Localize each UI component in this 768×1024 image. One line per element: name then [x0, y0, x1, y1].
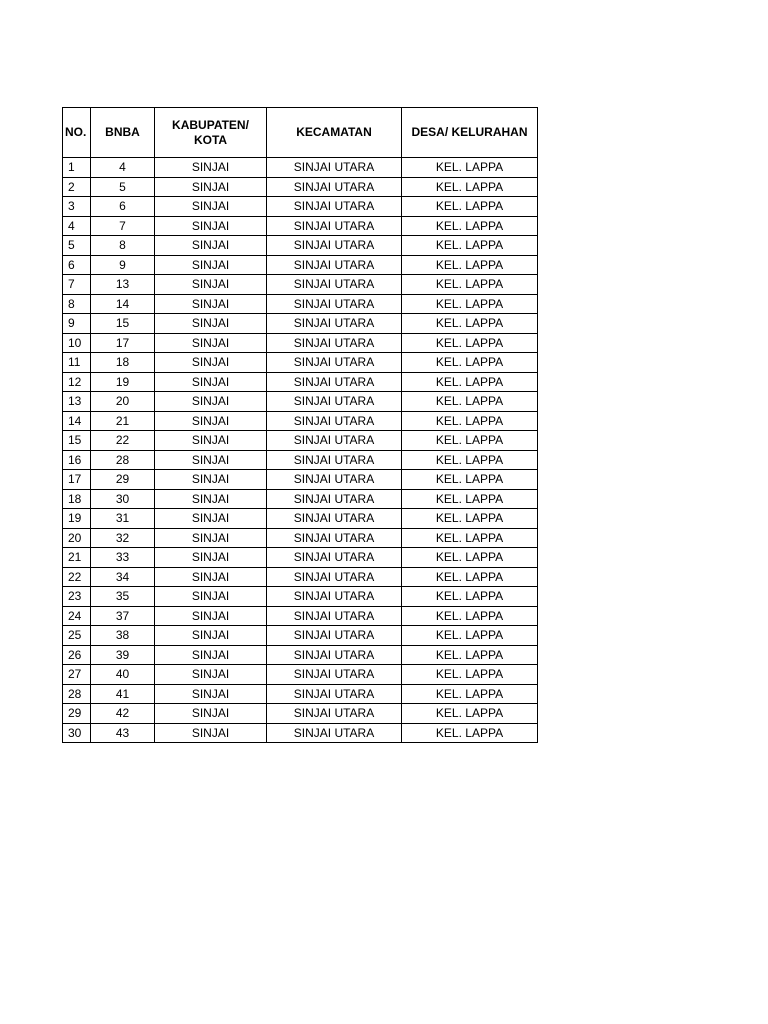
cell-no: 28: [63, 684, 91, 704]
cell-kabupaten: SINJAI: [155, 158, 267, 178]
cell-bnba: 40: [91, 665, 155, 685]
cell-kecamatan: SINJAI UTARA: [267, 392, 402, 412]
cell-kecamatan: SINJAI UTARA: [267, 587, 402, 607]
cell-kecamatan: SINJAI UTARA: [267, 333, 402, 353]
cell-no: 18: [63, 489, 91, 509]
cell-kecamatan: SINJAI UTARA: [267, 704, 402, 724]
table-row: [63, 665, 538, 685]
cell-no: 15: [63, 431, 91, 451]
cell-bnba: 9: [91, 255, 155, 275]
cell-bnba: 6: [91, 197, 155, 217]
cell-no: 24: [63, 606, 91, 626]
cell-bnba: 31: [91, 509, 155, 529]
cell-no: 7: [63, 275, 91, 295]
cell-kabupaten: SINJAI: [155, 470, 267, 490]
cell-no: 27: [63, 665, 91, 685]
table-row: [63, 294, 538, 314]
cell-kabupaten: SINJAI: [155, 704, 267, 724]
cell-kecamatan: SINJAI UTARA: [267, 294, 402, 314]
cell-no: 8: [63, 294, 91, 314]
cell-desa: KEL. LAPPA: [402, 353, 538, 373]
cell-desa: KEL. LAPPA: [402, 489, 538, 509]
cell-no: 22: [63, 567, 91, 587]
cell-kecamatan: SINJAI UTARA: [267, 528, 402, 548]
cell-kabupaten: SINJAI: [155, 333, 267, 353]
cell-desa: KEL. LAPPA: [402, 177, 538, 197]
cell-bnba: 38: [91, 626, 155, 646]
cell-bnba: 35: [91, 587, 155, 607]
table-row: [63, 450, 538, 470]
cell-kabupaten: SINJAI: [155, 392, 267, 412]
cell-kabupaten: SINJAI: [155, 431, 267, 451]
cell-bnba: 28: [91, 450, 155, 470]
cell-desa: KEL. LAPPA: [402, 548, 538, 568]
cell-bnba: 37: [91, 606, 155, 626]
cell-kecamatan: SINJAI UTARA: [267, 645, 402, 665]
cell-no: 10: [63, 333, 91, 353]
cell-kecamatan: SINJAI UTARA: [267, 470, 402, 490]
cell-no: 26: [63, 645, 91, 665]
cell-bnba: 22: [91, 431, 155, 451]
cell-bnba: 18: [91, 353, 155, 373]
table-row: [63, 723, 538, 743]
cell-bnba: 34: [91, 567, 155, 587]
cell-desa: KEL. LAPPA: [402, 255, 538, 275]
table-row: [63, 470, 538, 490]
cell-kecamatan: SINJAI UTARA: [267, 314, 402, 334]
table-row: [63, 255, 538, 275]
cell-no: 3: [63, 197, 91, 217]
cell-kabupaten: SINJAI: [155, 665, 267, 685]
cell-kabupaten: SINJAI: [155, 587, 267, 607]
cell-no: 23: [63, 587, 91, 607]
table-row: [63, 197, 538, 217]
cell-kabupaten: SINJAI: [155, 216, 267, 236]
cell-desa: KEL. LAPPA: [402, 567, 538, 587]
cell-desa: KEL. LAPPA: [402, 236, 538, 256]
column-header-kecamatan: KECAMATAN: [267, 108, 402, 158]
cell-kecamatan: SINJAI UTARA: [267, 177, 402, 197]
cell-no: 4: [63, 216, 91, 236]
cell-bnba: 5: [91, 177, 155, 197]
cell-bnba: 41: [91, 684, 155, 704]
cell-no: 13: [63, 392, 91, 412]
cell-desa: KEL. LAPPA: [402, 528, 538, 548]
cell-no: 17: [63, 470, 91, 490]
cell-kabupaten: SINJAI: [155, 275, 267, 295]
cell-no: 2: [63, 177, 91, 197]
cell-kecamatan: SINJAI UTARA: [267, 216, 402, 236]
cell-no: 21: [63, 548, 91, 568]
cell-bnba: 43: [91, 723, 155, 743]
cell-kecamatan: SINJAI UTARA: [267, 353, 402, 373]
table-row: [63, 489, 538, 509]
cell-kecamatan: SINJAI UTARA: [267, 723, 402, 743]
cell-kabupaten: SINJAI: [155, 509, 267, 529]
table-row: [63, 411, 538, 431]
cell-kabupaten: SINJAI: [155, 177, 267, 197]
table-row: [63, 158, 538, 178]
cell-kabupaten: SINJAI: [155, 372, 267, 392]
cell-kabupaten: SINJAI: [155, 353, 267, 373]
table-row: [63, 333, 538, 353]
table-row: [63, 587, 538, 607]
cell-desa: KEL. LAPPA: [402, 587, 538, 607]
table-row: [63, 177, 538, 197]
cell-kecamatan: SINJAI UTARA: [267, 236, 402, 256]
cell-desa: KEL. LAPPA: [402, 411, 538, 431]
cell-desa: KEL. LAPPA: [402, 704, 538, 724]
cell-bnba: 30: [91, 489, 155, 509]
cell-no: 1: [63, 158, 91, 178]
cell-kecamatan: SINJAI UTARA: [267, 275, 402, 295]
cell-kabupaten: SINJAI: [155, 548, 267, 568]
cell-kabupaten: SINJAI: [155, 567, 267, 587]
column-header-no: NO.: [63, 108, 91, 158]
cell-no: 16: [63, 450, 91, 470]
cell-desa: KEL. LAPPA: [402, 275, 538, 295]
cell-bnba: 4: [91, 158, 155, 178]
cell-kabupaten: SINJAI: [155, 294, 267, 314]
cell-bnba: 19: [91, 372, 155, 392]
cell-no: 11: [63, 353, 91, 373]
cell-bnba: 20: [91, 392, 155, 412]
cell-desa: KEL. LAPPA: [402, 450, 538, 470]
header-row: [63, 108, 538, 158]
cell-bnba: 15: [91, 314, 155, 334]
data-table: [62, 107, 538, 743]
cell-desa: KEL. LAPPA: [402, 665, 538, 685]
table-row: [63, 353, 538, 373]
cell-desa: KEL. LAPPA: [402, 197, 538, 217]
cell-kecamatan: SINJAI UTARA: [267, 489, 402, 509]
cell-kecamatan: SINJAI UTARA: [267, 665, 402, 685]
cell-no: 12: [63, 372, 91, 392]
cell-desa: KEL. LAPPA: [402, 606, 538, 626]
cell-desa: KEL. LAPPA: [402, 509, 538, 529]
table-row: [63, 216, 538, 236]
cell-kabupaten: SINJAI: [155, 236, 267, 256]
cell-desa: KEL. LAPPA: [402, 392, 538, 412]
column-header-desa: DESA/ KELURAHAN: [402, 108, 538, 158]
table-row: [63, 684, 538, 704]
cell-desa: KEL. LAPPA: [402, 684, 538, 704]
cell-kabupaten: SINJAI: [155, 489, 267, 509]
cell-desa: KEL. LAPPA: [402, 314, 538, 334]
cell-desa: KEL. LAPPA: [402, 294, 538, 314]
cell-desa: KEL. LAPPA: [402, 158, 538, 178]
cell-kabupaten: SINJAI: [155, 314, 267, 334]
column-header-kabupaten: KABUPATEN/ KOTA: [155, 108, 267, 158]
cell-kabupaten: SINJAI: [155, 645, 267, 665]
cell-kabupaten: SINJAI: [155, 450, 267, 470]
cell-bnba: 7: [91, 216, 155, 236]
cell-no: 19: [63, 509, 91, 529]
cell-kecamatan: SINJAI UTARA: [267, 372, 402, 392]
cell-bnba: 14: [91, 294, 155, 314]
cell-kecamatan: SINJAI UTARA: [267, 158, 402, 178]
table-row: [63, 236, 538, 256]
cell-kabupaten: SINJAI: [155, 626, 267, 646]
cell-bnba: 13: [91, 275, 155, 295]
cell-desa: KEL. LAPPA: [402, 372, 538, 392]
cell-desa: KEL. LAPPA: [402, 470, 538, 490]
cell-bnba: 42: [91, 704, 155, 724]
table-body: [63, 158, 538, 743]
table-row: [63, 509, 538, 529]
cell-kabupaten: SINJAI: [155, 684, 267, 704]
cell-desa: KEL. LAPPA: [402, 431, 538, 451]
table-row: [63, 275, 538, 295]
table-row: [63, 528, 538, 548]
cell-kecamatan: SINJAI UTARA: [267, 450, 402, 470]
cell-kabupaten: SINJAI: [155, 255, 267, 275]
cell-bnba: 32: [91, 528, 155, 548]
cell-no: 14: [63, 411, 91, 431]
cell-desa: KEL. LAPPA: [402, 216, 538, 236]
cell-kecamatan: SINJAI UTARA: [267, 197, 402, 217]
cell-no: 30: [63, 723, 91, 743]
cell-bnba: 29: [91, 470, 155, 490]
table-row: [63, 314, 538, 334]
table-row: [63, 645, 538, 665]
table-row: [63, 392, 538, 412]
cell-kecamatan: SINJAI UTARA: [267, 431, 402, 451]
cell-kecamatan: SINJAI UTARA: [267, 255, 402, 275]
cell-kecamatan: SINJAI UTARA: [267, 509, 402, 529]
cell-desa: KEL. LAPPA: [402, 333, 538, 353]
cell-kabupaten: SINJAI: [155, 197, 267, 217]
column-header-bnba: BNBA: [91, 108, 155, 158]
cell-no: 29: [63, 704, 91, 724]
table-row: [63, 372, 538, 392]
table-row: [63, 606, 538, 626]
cell-kabupaten: SINJAI: [155, 411, 267, 431]
cell-kecamatan: SINJAI UTARA: [267, 606, 402, 626]
cell-no: 5: [63, 236, 91, 256]
cell-desa: KEL. LAPPA: [402, 626, 538, 646]
cell-no: 25: [63, 626, 91, 646]
cell-kecamatan: SINJAI UTARA: [267, 684, 402, 704]
cell-no: 6: [63, 255, 91, 275]
cell-bnba: 39: [91, 645, 155, 665]
table-row: [63, 626, 538, 646]
cell-kabupaten: SINJAI: [155, 723, 267, 743]
cell-desa: KEL. LAPPA: [402, 645, 538, 665]
cell-kabupaten: SINJAI: [155, 606, 267, 626]
table-row: [63, 431, 538, 451]
cell-no: 9: [63, 314, 91, 334]
cell-bnba: 17: [91, 333, 155, 353]
cell-bnba: 21: [91, 411, 155, 431]
table-row: [63, 548, 538, 568]
cell-no: 20: [63, 528, 91, 548]
cell-desa: KEL. LAPPA: [402, 723, 538, 743]
cell-kabupaten: SINJAI: [155, 528, 267, 548]
cell-bnba: 33: [91, 548, 155, 568]
cell-bnba: 8: [91, 236, 155, 256]
table-row: [63, 567, 538, 587]
cell-kecamatan: SINJAI UTARA: [267, 567, 402, 587]
cell-kecamatan: SINJAI UTARA: [267, 626, 402, 646]
table-row: [63, 704, 538, 724]
cell-kecamatan: SINJAI UTARA: [267, 548, 402, 568]
cell-kecamatan: SINJAI UTARA: [267, 411, 402, 431]
